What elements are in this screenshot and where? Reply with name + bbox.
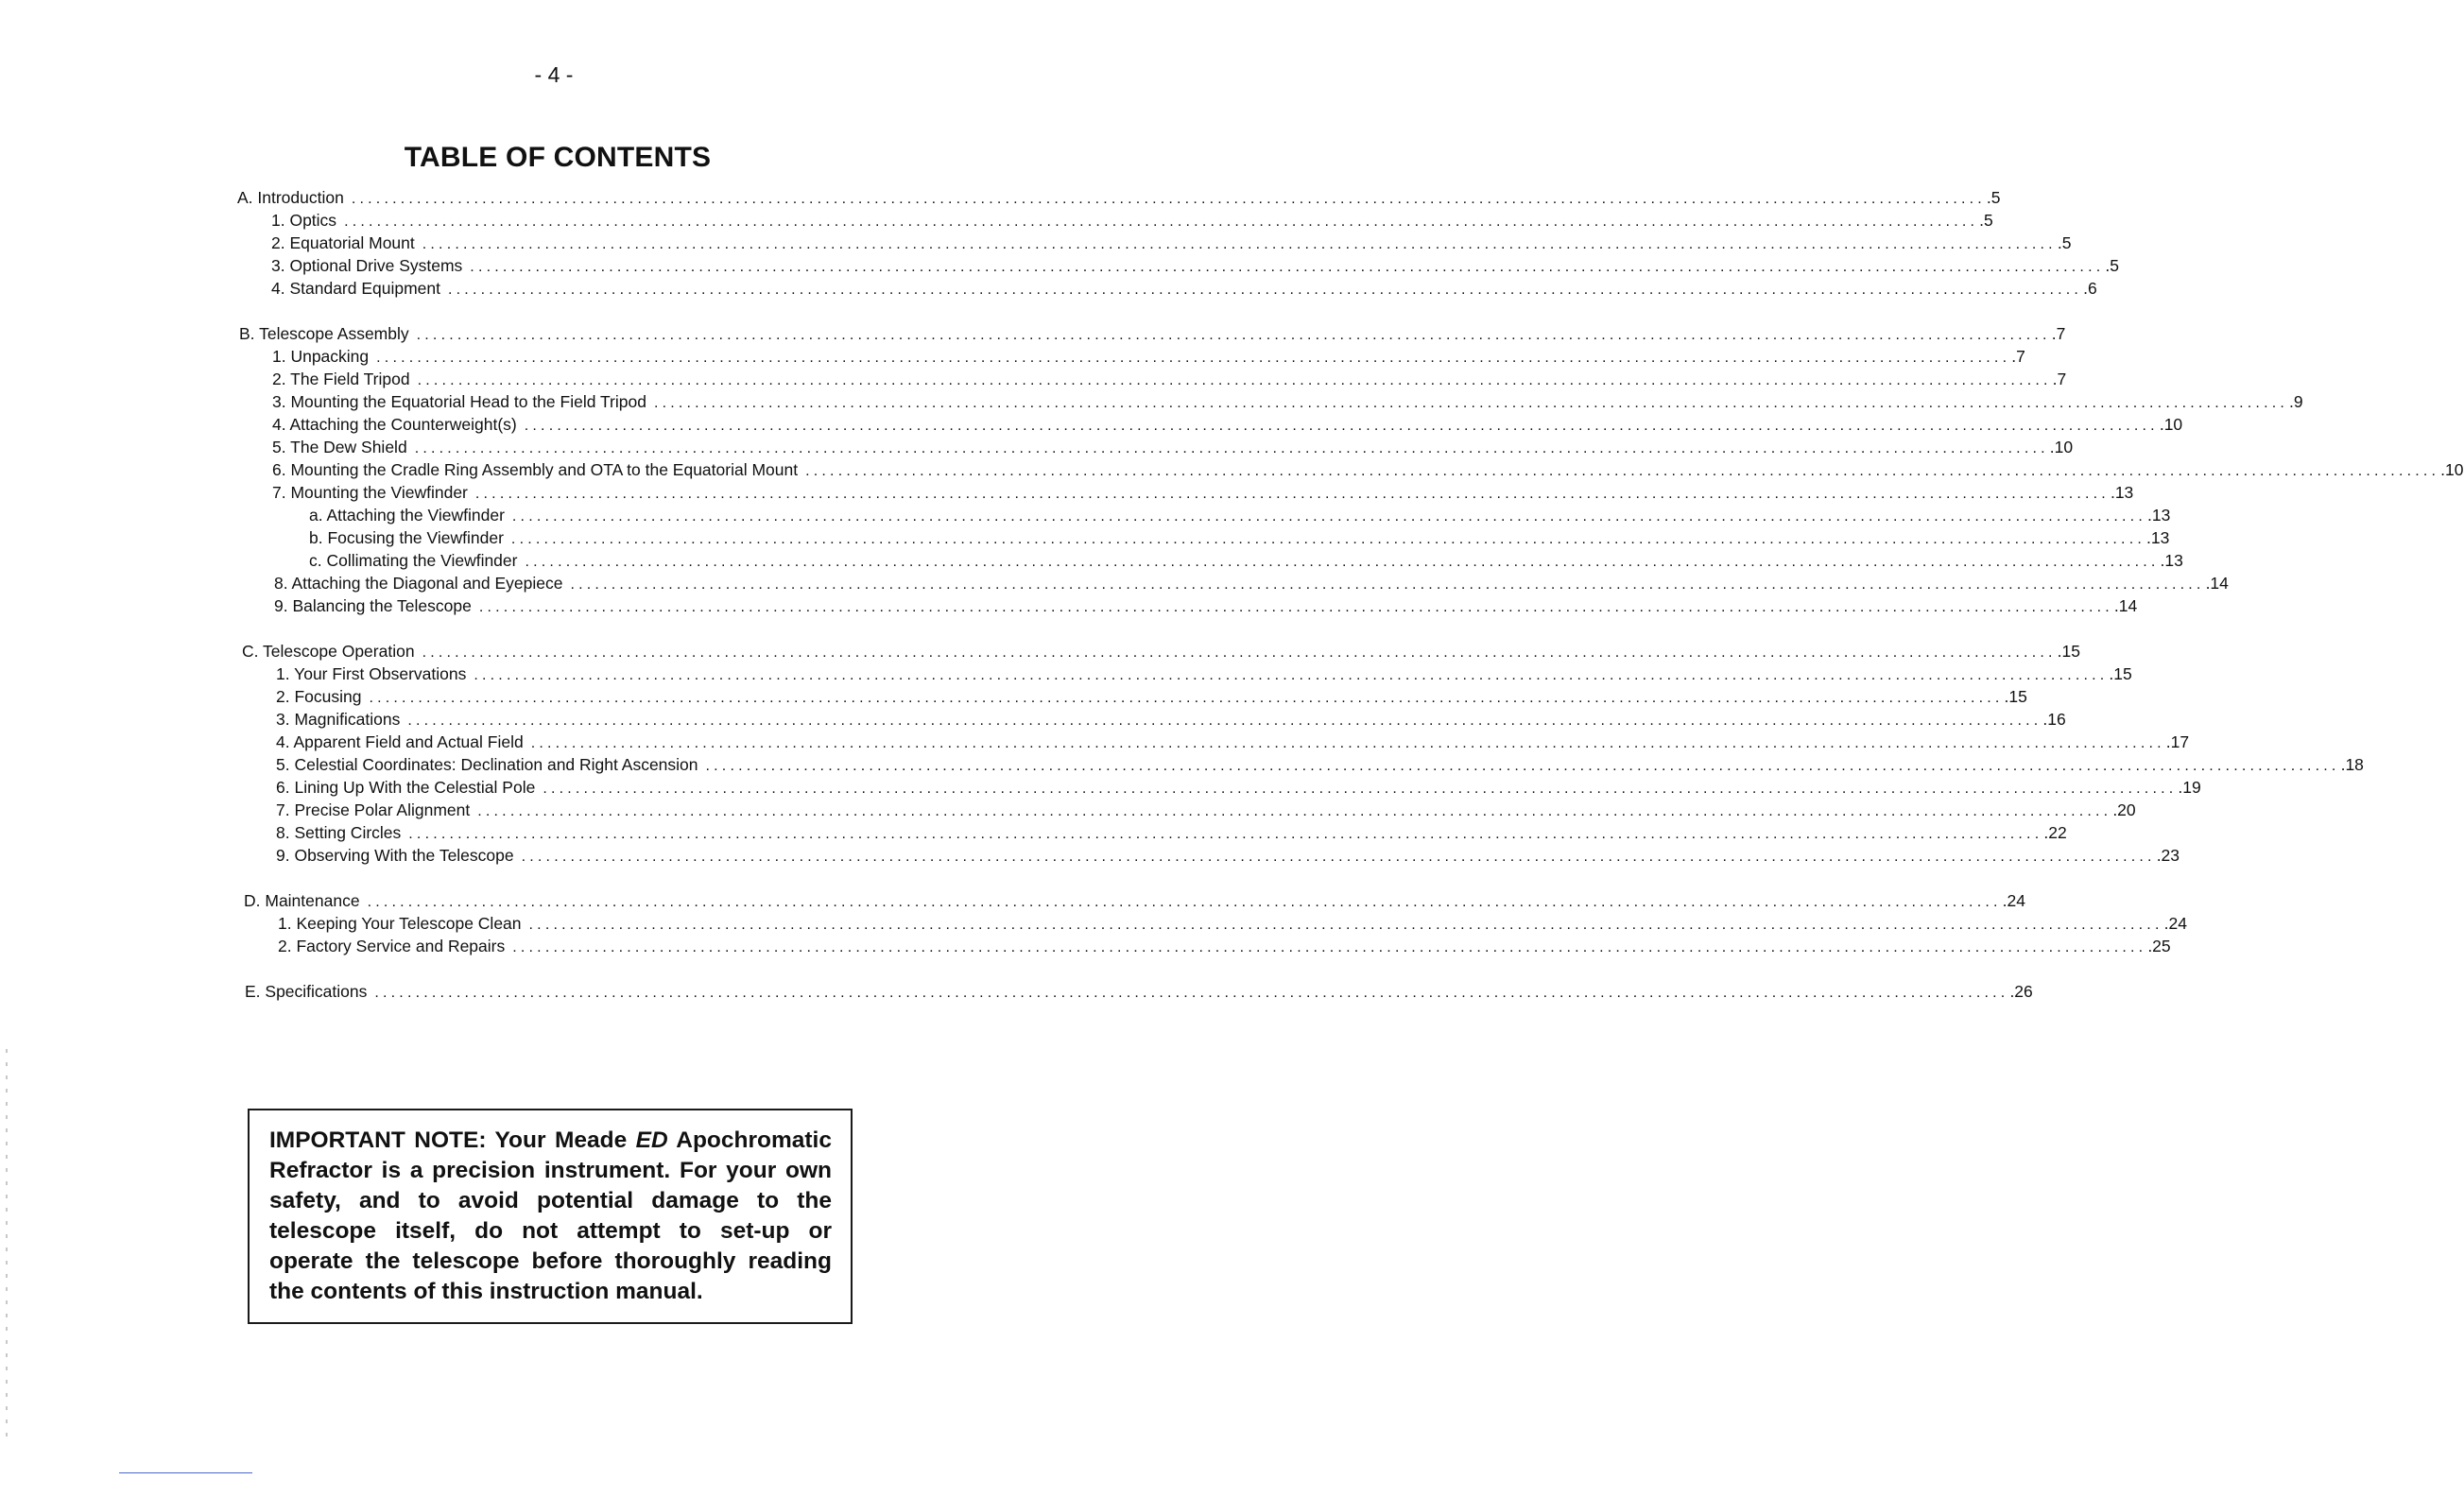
dot-leader: ........................................................................................................................................................................................................ [414,440,2049,456]
toc-title: TABLE OF CONTENTS [404,142,712,173]
important-note-text [269,1126,832,1307]
toc-entry-page: .15 [2057,642,2080,661]
toc-entry [272,458,2464,481]
toc-entry [276,753,2364,776]
toc-entry-label: 4. Attaching the Counterweight(s) [272,415,517,434]
page-number: - 4 - [534,62,574,87]
scan-artifact-rule [119,1472,252,1473]
toc-entry-label: c. Collimating the Viewfinder [309,551,518,570]
toc-entry [309,504,2171,526]
toc-entry [278,912,2187,935]
toc-entry [237,186,2001,209]
toc-entry-label: C. Telescope Operation [242,642,415,661]
toc-entry-page: .9 [2289,392,2303,411]
scan-edge-artifact [6,1049,8,1446]
toc-entry-label: 1. Keeping Your Telescope Clean [278,914,522,933]
toc-entry-page: .5 [2057,233,2072,252]
toc-entry-page: .5 [1979,211,1993,230]
toc-entry [271,254,2119,277]
toc-entry-page: .25 [2147,937,2171,955]
dot-leader: ........................................................................................................................................................................................................ [805,463,2440,479]
dot-leader: ........................................................................................................................................................................................................ [510,531,2145,547]
toc-entry-page: .20 [2112,800,2136,819]
toc-entry-page: .15 [2004,687,2027,706]
toc-entry [271,209,1993,232]
toc-entry-label: 4. Apparent Field and Actual Field [276,732,524,751]
toc-entry-label: b. Focusing the Viewfinder [309,528,504,547]
ed-emphasis: ED [635,1127,668,1153]
toc-entry [276,821,2067,844]
toc-entry [276,844,2180,867]
toc-entry-label: 2. Factory Service and Repairs [278,937,506,955]
toc-entry-page: .6 [2083,279,2097,298]
toc-entry-label: 9. Observing With the Telescope [276,846,514,865]
toc-entry-page: .13 [2110,483,2134,502]
toc-entry-page: .22 [2043,823,2067,842]
important-note-box [248,1109,853,1324]
toc-entry-label: 4. Standard Equipment [271,279,441,298]
dot-leader: ........................................................................................................................................................................................................ [407,713,2042,729]
toc-entry-page: .23 [2156,846,2180,865]
dot-leader: ........................................................................................................................................................................................................ [524,418,2159,434]
toc-entry [274,594,2138,617]
toc-entry-label: 6. Lining Up With the Celestial Pole [276,778,536,797]
dot-leader: ........................................................................................................................................................................................................ [570,576,2205,593]
toc-entry-label: 9. Balancing the Telescope [274,596,472,615]
toc-entry [276,799,2136,821]
toc-entry [276,662,2132,685]
dot-leader: ........................................................................................................................................................................................................ [369,690,2004,706]
toc-entry-page: .10 [2440,460,2464,479]
toc-entry-label: 1. Unpacking [272,347,370,366]
toc-entry-page: .10 [2159,415,2183,434]
toc-entry-label: 2. Equatorial Mount [271,233,415,252]
toc-entry-label: 2. The Field Tripod [272,370,410,388]
toc-entry-label: 8. Attaching the Diagonal and Eyepiece [274,574,563,593]
toc-entry-label: 3. Mounting the Equatorial Head to the Field Tripod [272,392,646,411]
dot-leader: ........................................................................................................................................................................................................ [525,554,2160,570]
toc-entry [271,232,2072,254]
dot-leader: ........................................................................................................................................................................................................ [530,735,2165,751]
toc-entry-page: .10 [2049,438,2074,456]
toc-entry [271,277,2097,300]
toc-entry-label: 1. Your First Observations [276,664,467,683]
important-note-part: Your Meade [486,1127,636,1153]
toc-entry [274,572,2229,594]
toc-entry-label: 5. The Dew Shield [272,438,407,456]
toc-entry-page: .13 [2145,528,2170,547]
important-note-lead: IMPORTANT NOTE: [269,1127,487,1153]
toc-entry [272,436,2074,458]
toc-entry-page: .13 [2160,551,2183,570]
toc-entry-page: .7 [2051,324,2066,343]
toc-entry-label: 3. Magnifications [276,710,401,729]
toc-entry-label: 6. Mounting the Cradle Ring Assembly and OTA to the Equatorial Mount [272,460,799,479]
dot-leader: ........................................................................................................................................................................................................ [351,191,1986,207]
toc-entry-label: 7. Mounting the Viewfinder [272,483,468,502]
toc-entry-page: .5 [1986,188,2001,207]
dot-leader: ........................................................................................................................................................................................................ [478,599,2113,615]
toc-entry-label: 1. Optics [271,211,337,230]
toc-entry [272,368,2067,390]
toc-entry-label: 5. Celestial Coordinates: Declination and Right Ascension [276,755,698,774]
dot-leader: ........................................................................................................................................................................................................ [417,372,2052,388]
dot-leader: ........................................................................................................................................................................................................ [422,645,2057,661]
toc-entry-label: D. Maintenance [244,891,360,910]
toc-entry-page: .24 [2163,914,2187,933]
dot-leader: ........................................................................................................................................................................................................ [448,282,2083,298]
toc-entry [272,345,2025,368]
dot-leader: ........................................................................................................................................................................................................ [374,985,2009,1001]
toc-entry-label: E. Specifications [245,982,368,1001]
toc-entry-page: .15 [2109,664,2132,683]
dot-leader: ........................................................................................................................................................................................................ [521,849,2156,865]
dot-leader: ........................................................................................................................................................................................................ [477,803,2112,819]
toc-entry-label: 8. Setting Circles [276,823,402,842]
toc-entry [309,549,2183,572]
dot-leader: ........................................................................................................................................................................................................ [470,259,2105,275]
toc-entry-label: 3. Optional Drive Systems [271,256,463,275]
dot-leader: ........................................................................................................................................................................................................ [528,917,2163,933]
toc-entry [278,935,2171,957]
toc-entry-label: 2. Focusing [276,687,362,706]
toc-entry [272,390,2303,413]
toc-entry-label: 7. Precise Polar Alignment [276,800,471,819]
dot-leader: ........................................................................................................................................................................................................ [422,236,2057,252]
dot-leader: ........................................................................................................................................................................................................ [512,939,2147,955]
toc-entry [245,980,2033,1003]
dot-leader: ........................................................................................................................................................................................................ [408,826,2043,842]
toc-entry-label: A. Introduction [237,188,344,207]
toc-entry-page: .7 [2011,347,2025,366]
toc-entry-page: .14 [2205,574,2229,593]
toc-entry-page: .14 [2113,596,2138,615]
toc-entry [276,731,2190,753]
dot-leader: ........................................................................................................................................................................................................ [511,508,2146,525]
toc-entry [276,685,2027,708]
toc-entry-page: .16 [2042,710,2066,729]
toc-entry [244,889,2025,912]
toc-entry-page: .19 [2178,778,2201,797]
toc-entry-page: .5 [2105,256,2119,275]
dot-leader: ........................................................................................................................................................................................................ [653,395,2288,411]
toc-entry-page: .17 [2165,732,2190,751]
toc-entry [239,322,2066,345]
toc-entry-page: .13 [2146,506,2171,525]
toc-entry [309,526,2170,549]
dot-leader: ........................................................................................................................................................................................................ [367,894,2002,910]
dot-leader: ........................................................................................................................................................................................................ [344,214,1979,230]
important-note-part: Apochromatic Refractor is a precision instrument. For your own safety, and to avoid potential damage to the telescope itself, do not attempt to set-up or operate the telescope before thoroughly reading the contents of this instruction manual. [269,1127,832,1304]
dot-leader: ........................................................................................................................................................................................................ [705,758,2340,774]
dot-leader: ........................................................................................................................................................................................................ [543,781,2178,797]
toc-entry [276,708,2066,731]
toc-entry [272,413,2183,436]
toc-entry-label: B. Telescope Assembly [239,324,409,343]
toc-entry-page: .24 [2002,891,2025,910]
toc-entry-label: a. Attaching the Viewfinder [309,506,505,525]
dot-leader: ........................................................................................................................................................................................................ [416,327,2051,343]
toc-entry-page: .18 [2340,755,2364,774]
dot-leader: ........................................................................................................................................................................................................ [474,667,2109,683]
toc-entry [272,481,2134,504]
toc-entry [242,640,2080,662]
toc-entry [276,776,2201,799]
dot-leader: ........................................................................................................................................................................................................ [376,350,2011,366]
toc-entry-page: .26 [2009,982,2033,1001]
toc-entry-page: .7 [2052,370,2067,388]
dot-leader: ........................................................................................................................................................................................................ [474,486,2110,502]
